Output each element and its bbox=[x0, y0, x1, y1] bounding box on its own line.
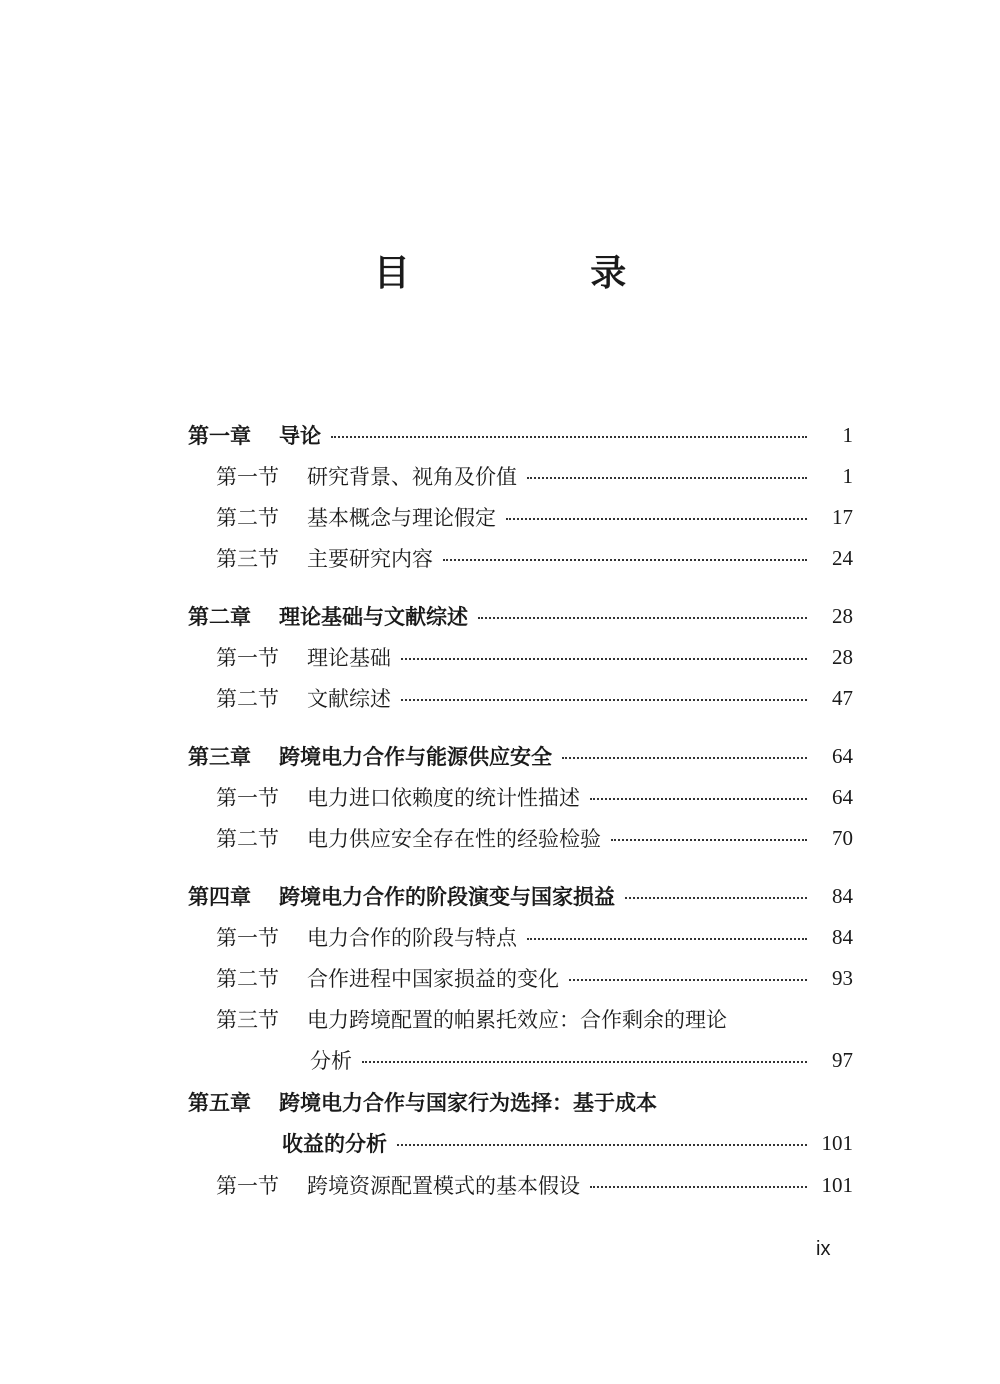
leader-dots bbox=[362, 1061, 807, 1063]
entry-title: 电力跨境配置的帕累托效应：合作剩余的理论 bbox=[307, 1008, 727, 1032]
entry-label: 第二节 bbox=[216, 506, 279, 530]
toc-entry-section[interactable] bbox=[216, 678, 853, 718]
entry-label: 第三节 bbox=[216, 547, 279, 571]
entry-label: 第二节 bbox=[216, 967, 279, 991]
toc-title: 目 录 bbox=[373, 253, 711, 294]
entry-title: 主要研究内容 bbox=[307, 547, 433, 571]
entry-page: 17 bbox=[832, 504, 853, 529]
entry-label: 第五章 bbox=[188, 1091, 251, 1115]
toc-entry-section[interactable] bbox=[216, 497, 853, 537]
entry-page: 1 bbox=[842, 422, 853, 447]
leader-dots bbox=[401, 658, 807, 660]
entry-page: 70 bbox=[832, 825, 853, 850]
entry-label: 第一节 bbox=[216, 646, 279, 670]
toc-entry-section[interactable] bbox=[216, 637, 853, 677]
entry-page: 101 bbox=[821, 1130, 853, 1155]
toc-entry-section[interactable] bbox=[216, 999, 853, 1039]
entry-page: 84 bbox=[832, 924, 853, 949]
entry-title: 导论 bbox=[279, 424, 321, 448]
entry-label: 第一节 bbox=[216, 465, 279, 489]
entry-label: 第一节 bbox=[216, 926, 279, 950]
entry-label: 第二章 bbox=[188, 605, 251, 629]
toc-entry-section-continuation[interactable] bbox=[310, 1040, 853, 1080]
entry-title: 电力进口依赖度的统计性描述 bbox=[307, 786, 580, 810]
toc-entry-chapter[interactable] bbox=[188, 1082, 853, 1122]
toc-entry-chapter-continuation[interactable] bbox=[282, 1123, 853, 1163]
leader-dots bbox=[562, 757, 807, 759]
leader-dots bbox=[590, 1186, 807, 1188]
entry-title: 文献综述 bbox=[307, 687, 391, 711]
entry-page: 24 bbox=[832, 545, 853, 570]
entry-label: 第三章 bbox=[188, 745, 251, 769]
entry-title: 理论基础与文献综述 bbox=[279, 605, 468, 629]
leader-dots bbox=[569, 979, 807, 981]
toc-entry-section[interactable] bbox=[216, 456, 853, 496]
entry-title: 跨境电力合作与国家行为选择：基于成本 bbox=[279, 1091, 657, 1115]
leader-dots bbox=[401, 699, 807, 701]
entry-page: 47 bbox=[832, 685, 853, 710]
leader-dots bbox=[506, 518, 807, 520]
entry-title-continuation: 分析 bbox=[310, 1049, 352, 1073]
leader-dots bbox=[625, 897, 807, 899]
leader-dots bbox=[527, 477, 807, 479]
entry-title: 合作进程中国家损益的变化 bbox=[307, 967, 559, 991]
toc-entry-section[interactable] bbox=[216, 777, 853, 817]
leader-dots bbox=[611, 839, 807, 841]
toc-entry-chapter[interactable] bbox=[188, 415, 853, 455]
toc-entry-section[interactable] bbox=[216, 958, 853, 998]
entry-page: 64 bbox=[832, 743, 853, 768]
entry-label: 第二节 bbox=[216, 687, 279, 711]
entry-title-continuation: 收益的分析 bbox=[282, 1132, 387, 1156]
entry-page: 28 bbox=[832, 644, 853, 669]
entry-page: 101 bbox=[821, 1172, 853, 1197]
entry-label: 第一节 bbox=[216, 1174, 279, 1198]
entry-page: 84 bbox=[832, 883, 853, 908]
entry-page: 64 bbox=[832, 784, 853, 809]
entry-page: 1 bbox=[842, 463, 853, 488]
toc-entry-chapter[interactable] bbox=[188, 596, 853, 636]
entry-page: 97 bbox=[832, 1047, 853, 1072]
toc-entry-section[interactable] bbox=[216, 1165, 853, 1205]
toc-entry-chapter[interactable] bbox=[188, 736, 853, 776]
page-number: ix bbox=[816, 1238, 831, 1260]
entry-page: 93 bbox=[832, 965, 853, 990]
entry-title: 电力供应安全存在性的经验检验 bbox=[307, 827, 601, 851]
entry-label: 第四章 bbox=[188, 885, 251, 909]
entry-title: 理论基础 bbox=[307, 646, 391, 670]
entry-title: 电力合作的阶段与特点 bbox=[307, 926, 517, 950]
entry-title: 基本概念与理论假定 bbox=[307, 506, 496, 530]
leader-dots bbox=[478, 617, 807, 619]
leader-dots bbox=[397, 1144, 807, 1146]
leader-dots bbox=[443, 559, 807, 561]
entry-title: 跨境电力合作的阶段演变与国家损益 bbox=[279, 885, 615, 909]
toc-entry-chapter[interactable] bbox=[188, 876, 853, 916]
entry-title: 跨境电力合作与能源供应安全 bbox=[279, 745, 552, 769]
entry-label: 第三节 bbox=[216, 1008, 279, 1032]
entry-label: 第一节 bbox=[216, 786, 279, 810]
entry-title: 跨境资源配置模式的基本假设 bbox=[307, 1174, 580, 1198]
entry-page: 28 bbox=[832, 603, 853, 628]
leader-dots bbox=[331, 436, 807, 438]
toc-entry-section[interactable] bbox=[216, 917, 853, 957]
entry-title: 研究背景、视角及价值 bbox=[307, 465, 517, 489]
entry-label: 第二节 bbox=[216, 827, 279, 851]
leader-dots bbox=[590, 798, 807, 800]
entry-label: 第一章 bbox=[188, 424, 251, 448]
toc-entry-section[interactable] bbox=[216, 818, 853, 858]
leader-dots bbox=[527, 938, 807, 940]
toc-entry-section[interactable] bbox=[216, 538, 853, 578]
